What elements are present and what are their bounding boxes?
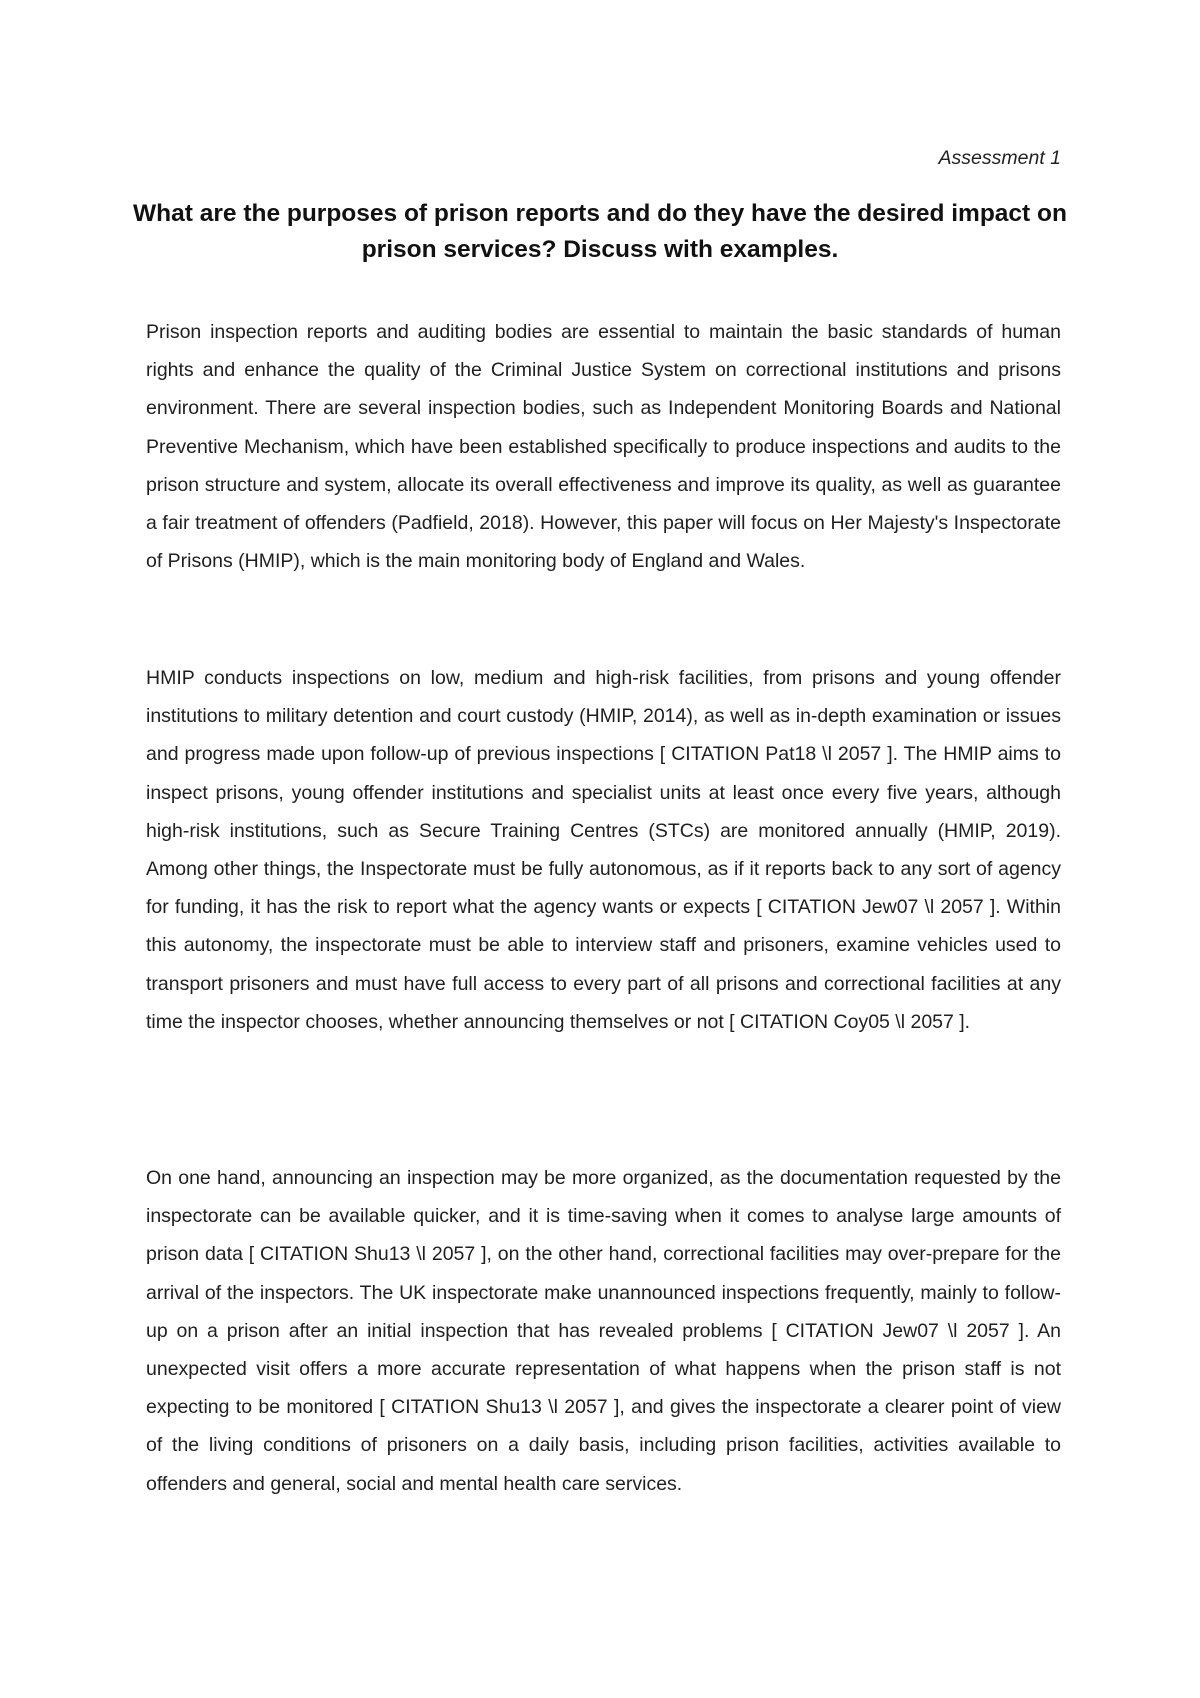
body-paragraph-2: HMIP conducts inspections on low, medium and high-risk facilities, from prisons and young offender institutions to military detention and court custody (HMIP, 2014), as well as in-depth examination or issues and progress made upon follow-up of previous inspections [ CITATION Pat18 \l 2057 ]. The HMIP aims to inspect prisons, young offender institutions and specialist units at least once every five years, although high-risk institutions, such as Secure Training Centres (STCs) are monitored annually (HMIP, 2019). Among other things, the Inspectorate must be fully autonomous, as if it reports back to any sort of agency for funding, it has the risk to report what the agency wants or expects [ CITATION Jew07 \l 2057 ]. Within this autonomy, the inspectorate must be able to interview staff and prisoners, examine vehicles used to transport prisoners and must have full access to every part of all prisons and correctional facilities at any time the inspector chooses, whether announcing themselves or not [ CITATION Coy05 \l 2057 ]. [146, 667, 1061, 1033]
assessment-label: Assessment 1 [938, 147, 1061, 169]
body-paragraph-3: On one hand, announcing an inspection may be more organized, as the documentation requested by the inspectorate can be available quicker, and it is time-saving when it comes to analyse large amounts of prison data [ CITATION Shu13 \l 2057 ], on the other hand, correctional facilities may over-prepare for the arrival of the inspectors. The UK inspectorate make unannounced inspections frequently, mainly to follow-up on a prison after an initial inspection that has revealed problems [ CITATION Jew07 \l 2057 ]. An unexpected visit offers a more accurate representation of what happens when the prison staff is not expecting to be monitored [ CITATION Shu13 \l 2057 ], and gives the inspectorate a clearer point of view of the living conditions of prisoners on a daily basis, including prison facilities, activities available to offenders and general, social and mental health care services. [146, 1167, 1061, 1495]
body-paragraph-1: Prison inspection reports and auditing bodies are essential to maintain the basic standards of human rights and enhance the quality of the Criminal Justice System on correctional institutions and prisons environment. There are several inspection bodies, such as Independent Monitoring Boards and National Preventive Mechanism, which have been established specifically to produce inspections and audits to the prison structure and system, allocate its overall effectiveness and improve its quality, as well as guarantee a fair treatment of offenders (Padfield, 2018). However, this paper will focus on Her Majesty's Inspectorate of Prisons (HMIP), which is the main monitoring body of England and Wales. [146, 321, 1061, 573]
document-title: What are the purposes of prison reports and do they have the desired impact on prison services? Discuss with examples. [133, 200, 1067, 263]
